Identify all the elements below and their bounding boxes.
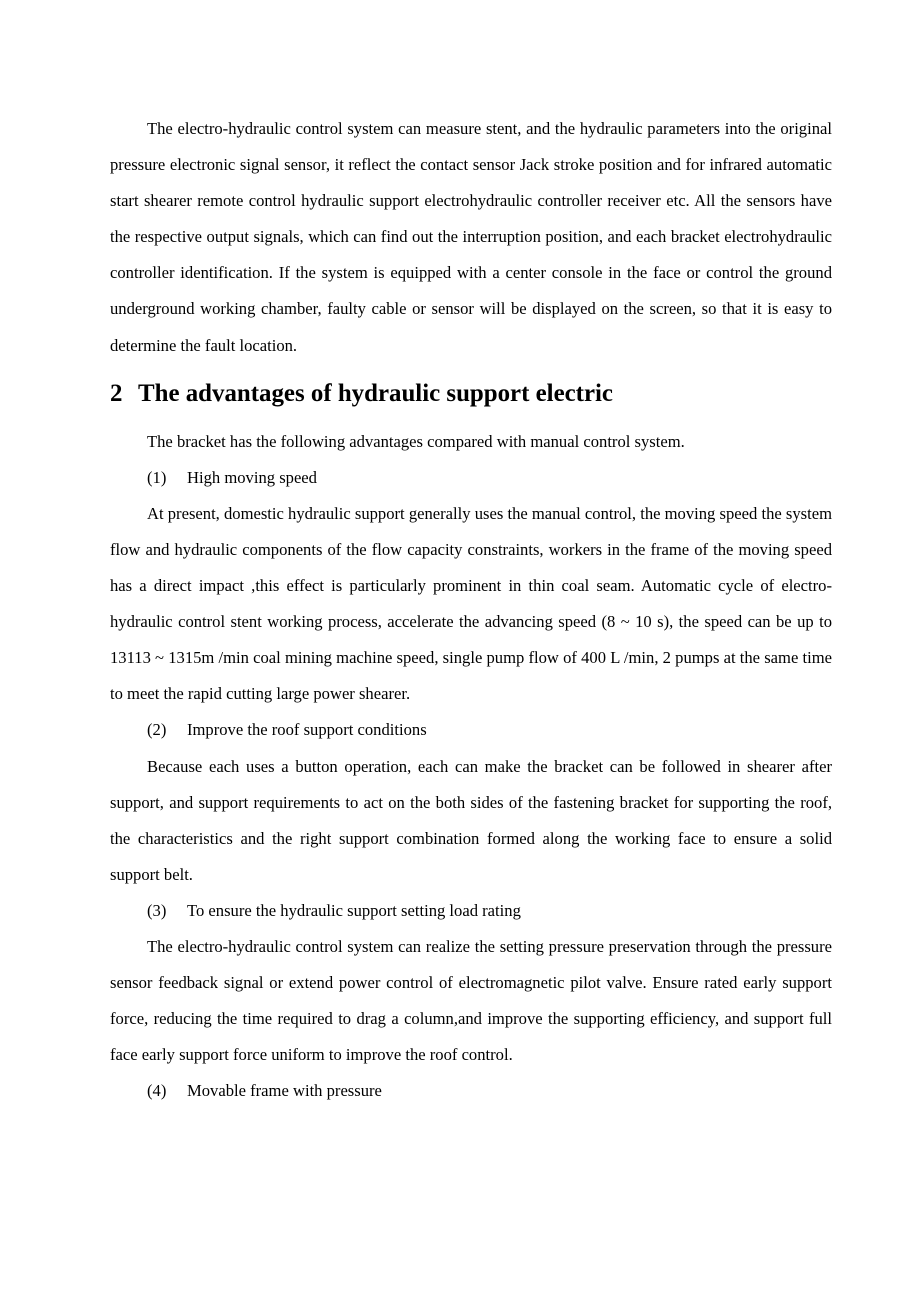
list-item-number: (3): [147, 900, 167, 920]
paragraph-setting-load: The electro-hydraulic control system can realize the setting pressure preservation through the pressure sensor feedback signal or extend power control of electromagnetic pilot valve. Ensure rated early support force, reducing the time required to drag a column,and improve the supporting efficiency, and support full face early support force uniform to improve the roof control.: [110, 936, 832, 1065]
list-item-text: To ensure the hydraulic support setting load rating: [187, 900, 521, 920]
list-item-number: (1): [147, 467, 167, 487]
section-number: 2: [110, 379, 123, 407]
section-heading: [110, 364, 832, 424]
list-item-number: (2): [147, 720, 167, 740]
paragraph-sensor-system: The electro-hydraulic control system can measure stent, and the hydraulic parameters into the original pressure electronic signal sensor, it reflect the contact sensor Jack stroke position and for infrared automatic start shearer remote control hydraulic support electrohydraulic controller receiver etc. All the sensors have the respective output signals, which can find out the interruption position, and each bracket electrohydraulic controller identification. If the system is equipped with a center console in the face or control the ground underground working chamber, faulty cable or sensor will be displayed on the screen, so that it is easy to determine the fault location.: [110, 119, 832, 355]
list-item-text: Movable frame with pressure: [187, 1081, 382, 1101]
list-item-setting-load: [110, 893, 832, 929]
paragraph-roof-support: Because each uses a button operation, each can make the bracket can be followed in shearer after support, and support requirements to act on the both sides of the fastening bracket for supporting the roof, the characteristics and the right support combination formed along the working face to ensure a solid support belt.: [110, 756, 832, 884]
section-title: The advantages of hydraulic support electric: [138, 379, 613, 407]
list-item-roof-support: [110, 712, 832, 748]
document-page: [110, 111, 832, 1109]
list-item-moving-speed: [110, 460, 832, 496]
list-item-text: High moving speed: [187, 467, 317, 487]
paragraph-moving-speed: At present, domestic hydraulic support generally uses the manual control, the moving speed the system flow and hydraulic components of the flow capacity constraints, workers in the frame of the moving speed has a direct impact ,this effect is particularly prominent in thin coal seam. Automatic cycle of electro-hydraulic control stent working process, accelerate the advancing speed (8 ~ 10 s), the speed can be up to 13113 ~ 1315m /min coal mining machine speed, single pump flow of 400 L /min, 2 pumps at the same time to meet the rapid cutting large power shearer.: [110, 503, 832, 704]
list-item-text: Improve the roof support conditions: [187, 720, 427, 740]
list-item-number: (4): [147, 1081, 167, 1101]
paragraph-advantages-intro: The bracket has the following advantages compared with manual control system.: [147, 431, 685, 451]
list-item-movable-frame: [110, 1073, 832, 1109]
